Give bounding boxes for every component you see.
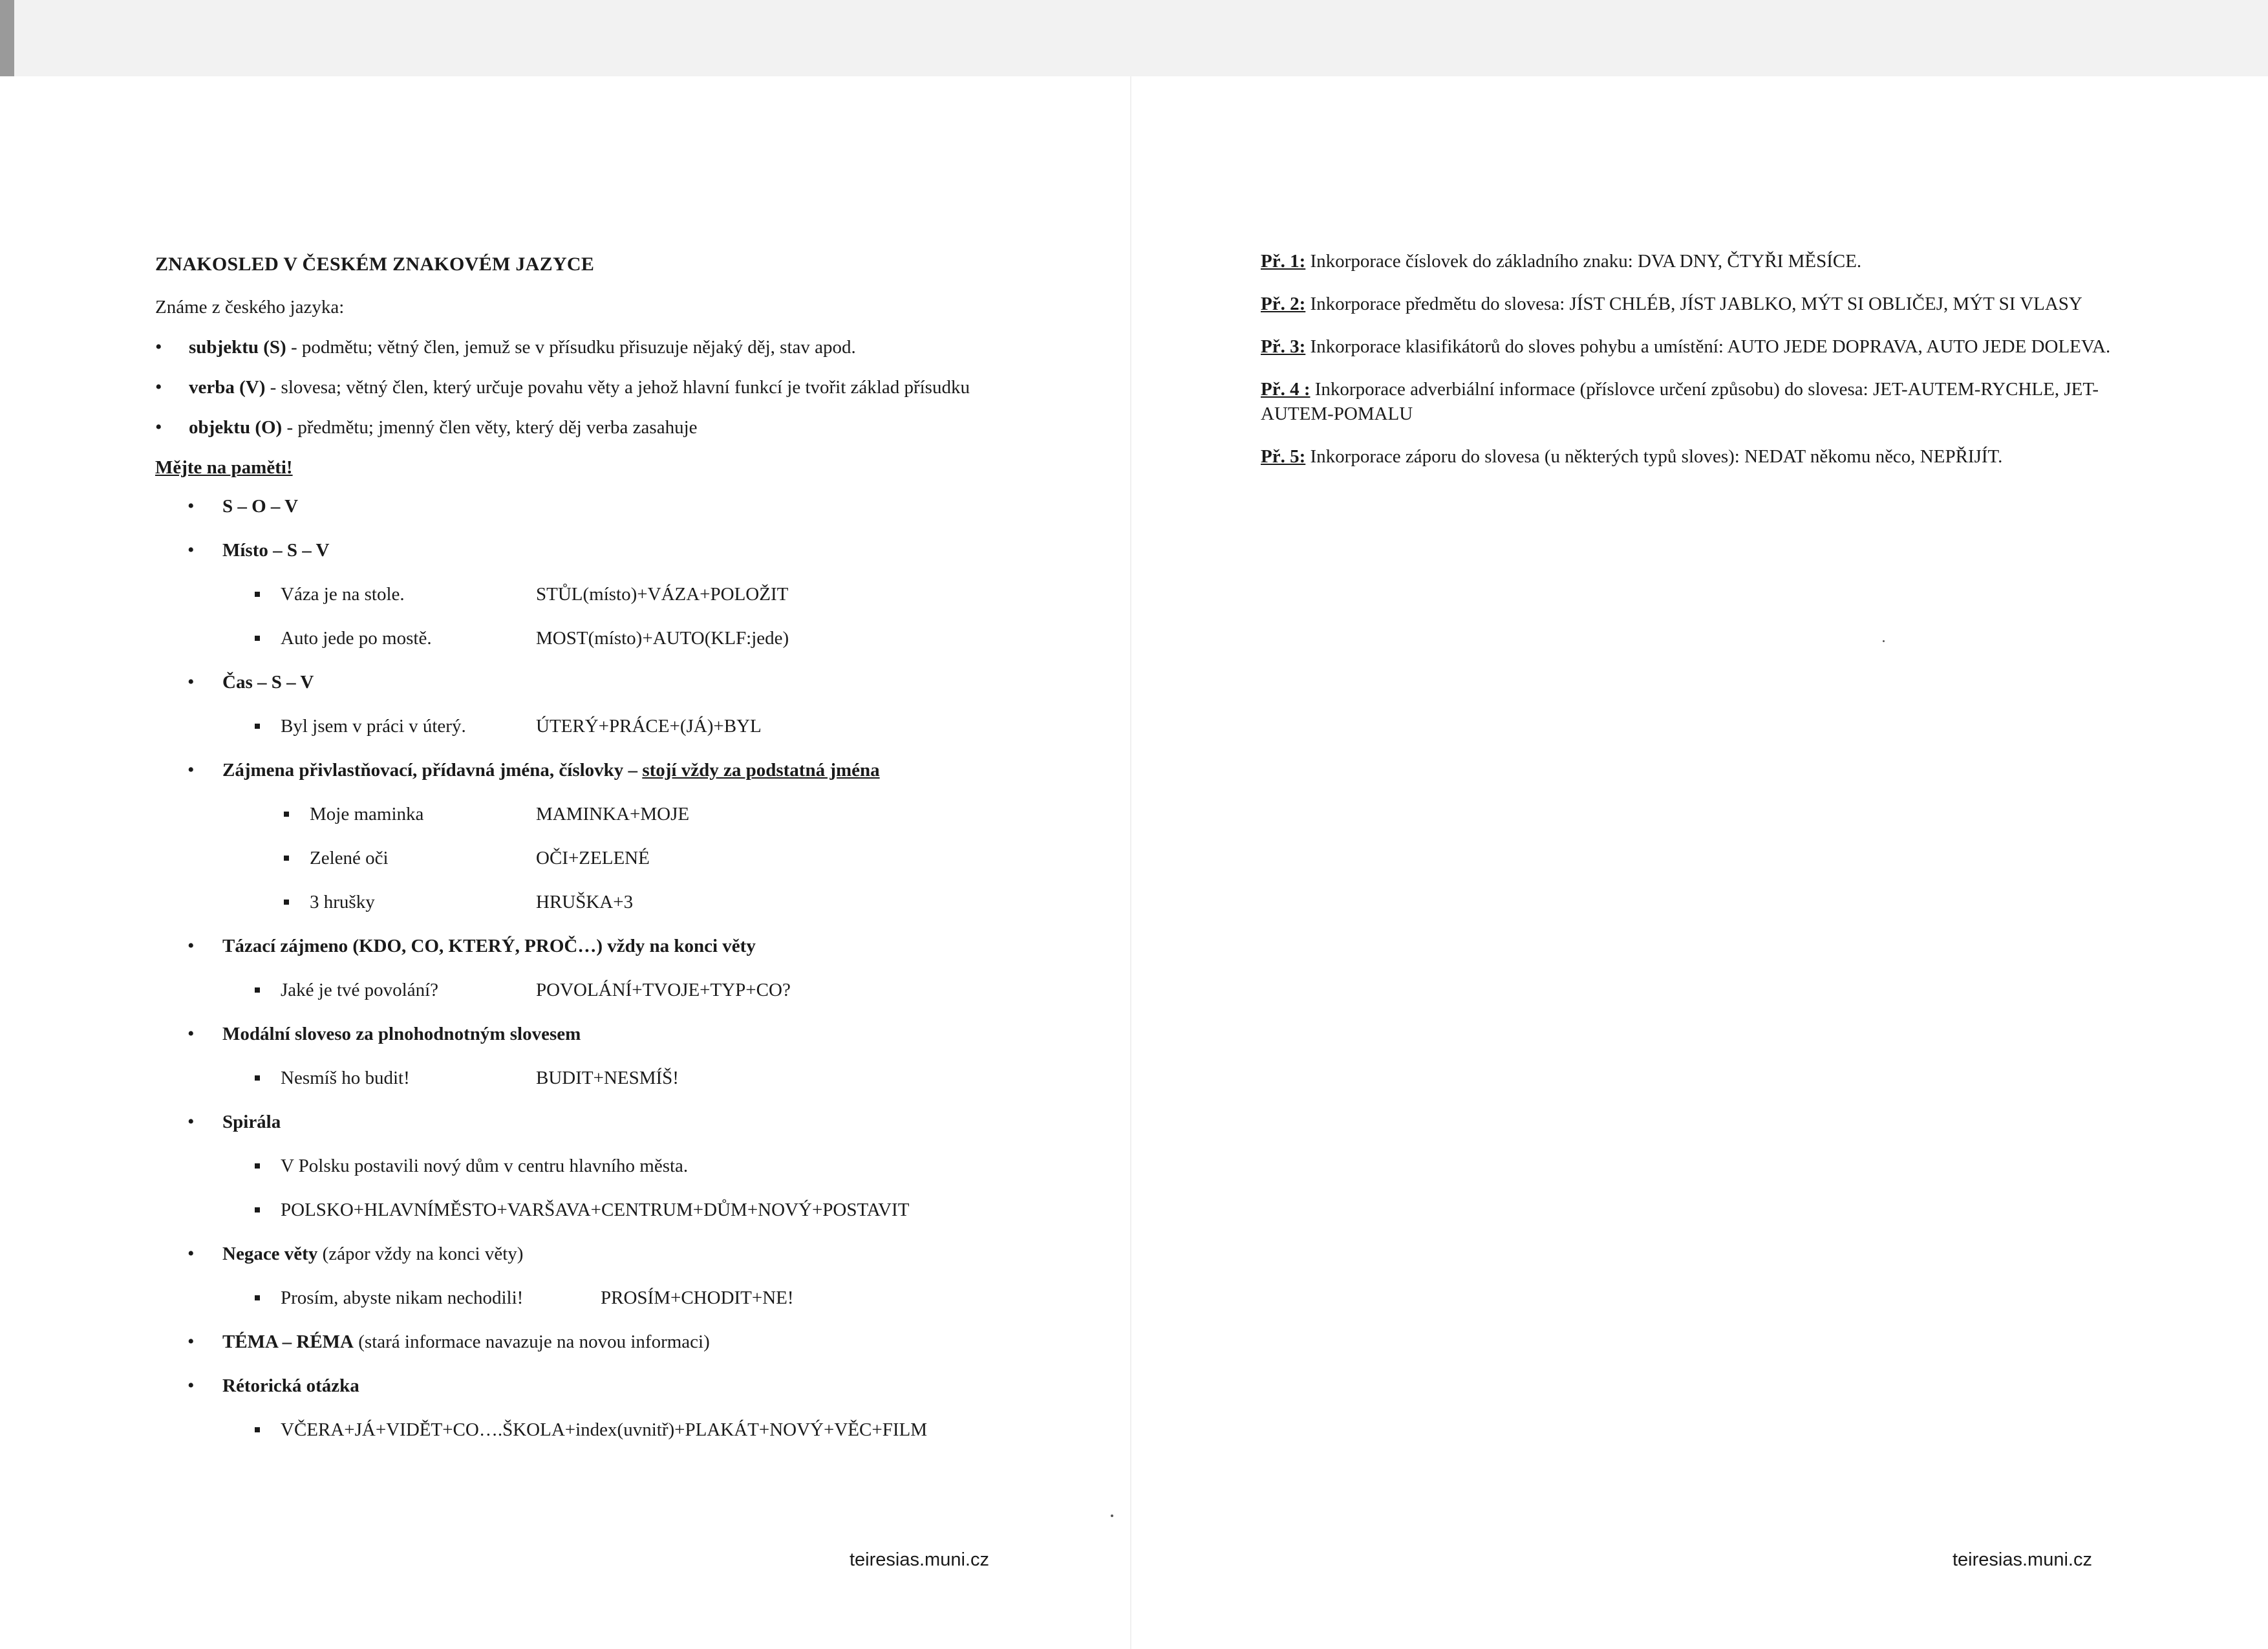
- rule-item: • TÉMA – RÉMA (stará informace navazuje na novou informaci): [187, 1330, 1015, 1354]
- rule-item: • Zájmena přivlastňovací, přídavná jména, číslovky – stojí vždy za podstatná jména Moje maminka MAMINKA+MOJE Zelené oči OČI+ZELENÉ 3 hrušky HRUŠKA+3: [187, 758, 1015, 914]
- example-list: [255, 1417, 1015, 1442]
- example-paragraph: Př. 1: Inkorporace číslovek do základního znaku: DVA DNY, ČTYŘI MĚSÍCE.: [1261, 251, 1862, 272]
- document-title: ZNAKOSLED V ČESKÉM ZNAKOVÉM JAZYCE: [155, 253, 595, 275]
- rule-item: • Rétorická otázka VČERA+JÁ+VIDĚT+CO….ŠKOLA+index(uvnitř)+PLAKÁT+NOVÝ+VĚC+FILM: [187, 1374, 1015, 1442]
- term-item: • subjektu (S) - podmětu; větný člen, jemuž se v přísudku přisuzuje nějaký děj, stav apod.: [155, 335, 1015, 360]
- example-item: Byl jsem v práci v úterý. ÚTERÝ+PRÁCE+(JÁ)+BYL: [255, 714, 1015, 738]
- rule-item: • Modální sloveso za plnohodnotným slovesem Nesmíš ho budit! BUDIT+NESMÍŠ!: [187, 1022, 1015, 1090]
- example-item: Jaké je tvé povolání? POVOLÁNÍ+TVOJE+TYP+CO?: [255, 978, 1015, 1002]
- right-page: [1261, 249, 2114, 487]
- intro-text: Známe z českého jazyka:: [155, 297, 345, 318]
- term-item: • objektu (O) - předmětu; jmenný člen věty, který děj verba zasahuje: [155, 415, 1015, 440]
- page-fold: [1130, 76, 1131, 1649]
- rule-item: • Tázací zájmeno (KDO, CO, KTERÝ, PROČ…) vždy na konci věty Jaké je tvé povolání? POVOLÁNÍ+TVOJE+TYP+CO?: [187, 934, 1015, 1002]
- example-item: 3 hrušky HRUŠKA+3: [284, 890, 1015, 914]
- example-paragraph: Př. 2: Inkorporace předmětu do slovesa: JÍST CHLÉB, JÍST JABLKO, MÝT SI OBLIČEJ, MÝT SI VLASY: [1261, 294, 2082, 314]
- example-item: Zelené oči OČI+ZELENÉ: [284, 846, 1015, 870]
- example-paragraph: Př. 5: Inkorporace záporu do slovesa (u některých typů sloves): NEDAT někomu něco, NEPŘIJÍT.: [1261, 446, 2003, 467]
- term-list: [155, 335, 1015, 440]
- example-list: [255, 582, 1015, 651]
- scan-speck: [1111, 1514, 1113, 1517]
- reminder-heading: Mějte na paměti!: [155, 457, 293, 478]
- example-paragraph: Př. 4 : Inkorporace adverbiální informace (příslovce určení způsobu) do slovesa: JET-AUTEM-RYCHLE, JET-AUTEM-POMALU: [1261, 379, 2099, 424]
- scanner-top-strip: [0, 0, 2268, 76]
- footer-url-left: teiresias.muni.cz: [850, 1549, 989, 1570]
- scanner-edge-shadow: [0, 0, 14, 76]
- left-page: [155, 252, 1015, 1461]
- example-list: [255, 1154, 1015, 1222]
- rule-item: • Čas – S – V Byl jsem v práci v úterý. ÚTERÝ+PRÁCE+(JÁ)+BYL: [187, 670, 1015, 738]
- rule-item: • Místo – S – V Váza je na stole. STŮL(místo)+VÁZA+POLOŽIT Auto jede po mostě. MOST(místo)+AUTO(KLF:jede): [187, 538, 1015, 651]
- example-item: Nesmíš ho budit! BUDIT+NESMÍŠ!: [255, 1066, 1015, 1090]
- rule-item: • Spirála V Polsku postavili nový dům v centru hlavního města. POLSKO+HLAVNÍMĚSTO+VARŠAVA+CENTRUM+DŮM+NOVÝ+POSTAVIT: [187, 1110, 1015, 1222]
- example-item: Prosím, abyste nikam nechodili! PROSÍM+CHODIT+NE!: [255, 1286, 1015, 1310]
- example-item: Auto jede po mostě. MOST(místo)+AUTO(KLF:jede): [255, 626, 1015, 651]
- example-list: [255, 714, 1015, 738]
- example-list: [255, 1286, 1015, 1310]
- rule-list: [187, 494, 1015, 1442]
- example-list: [284, 802, 1015, 914]
- example-paragraph: Př. 3: Inkorporace klasifikátorů do sloves pohybu a umístění: AUTO JEDE DOPRAVA, AUTO JEDE DOLEVA.: [1261, 336, 2111, 357]
- example-list: [255, 978, 1015, 1002]
- scan-speck: [1883, 640, 1885, 642]
- rule-item: • S – O – V: [187, 494, 1015, 519]
- rule-item: • Negace věty (zápor vždy na konci věty) Prosím, abyste nikam nechodili! PROSÍM+CHODIT+NE!: [187, 1242, 1015, 1310]
- example-item: V Polsku postavili nový dům v centru hlavního města.: [255, 1154, 1015, 1178]
- example-item: Váza je na stole. STŮL(místo)+VÁZA+POLOŽIT: [255, 582, 1015, 607]
- footer-url-right: teiresias.muni.cz: [1952, 1549, 2092, 1570]
- example-item: VČERA+JÁ+VIDĚT+CO….ŠKOLA+index(uvnitř)+PLAKÁT+NOVÝ+VĚC+FILM: [255, 1417, 1015, 1442]
- example-item: Moje maminka MAMINKA+MOJE: [284, 802, 1015, 826]
- term-item: • verba (V) - slovesa; větný člen, který určuje povahu věty a jehož hlavní funkcí je tvořit základ přísudku: [155, 375, 1015, 400]
- example-item: POLSKO+HLAVNÍMĚSTO+VARŠAVA+CENTRUM+DŮM+NOVÝ+POSTAVIT: [255, 1198, 1015, 1222]
- example-list: [255, 1066, 1015, 1090]
